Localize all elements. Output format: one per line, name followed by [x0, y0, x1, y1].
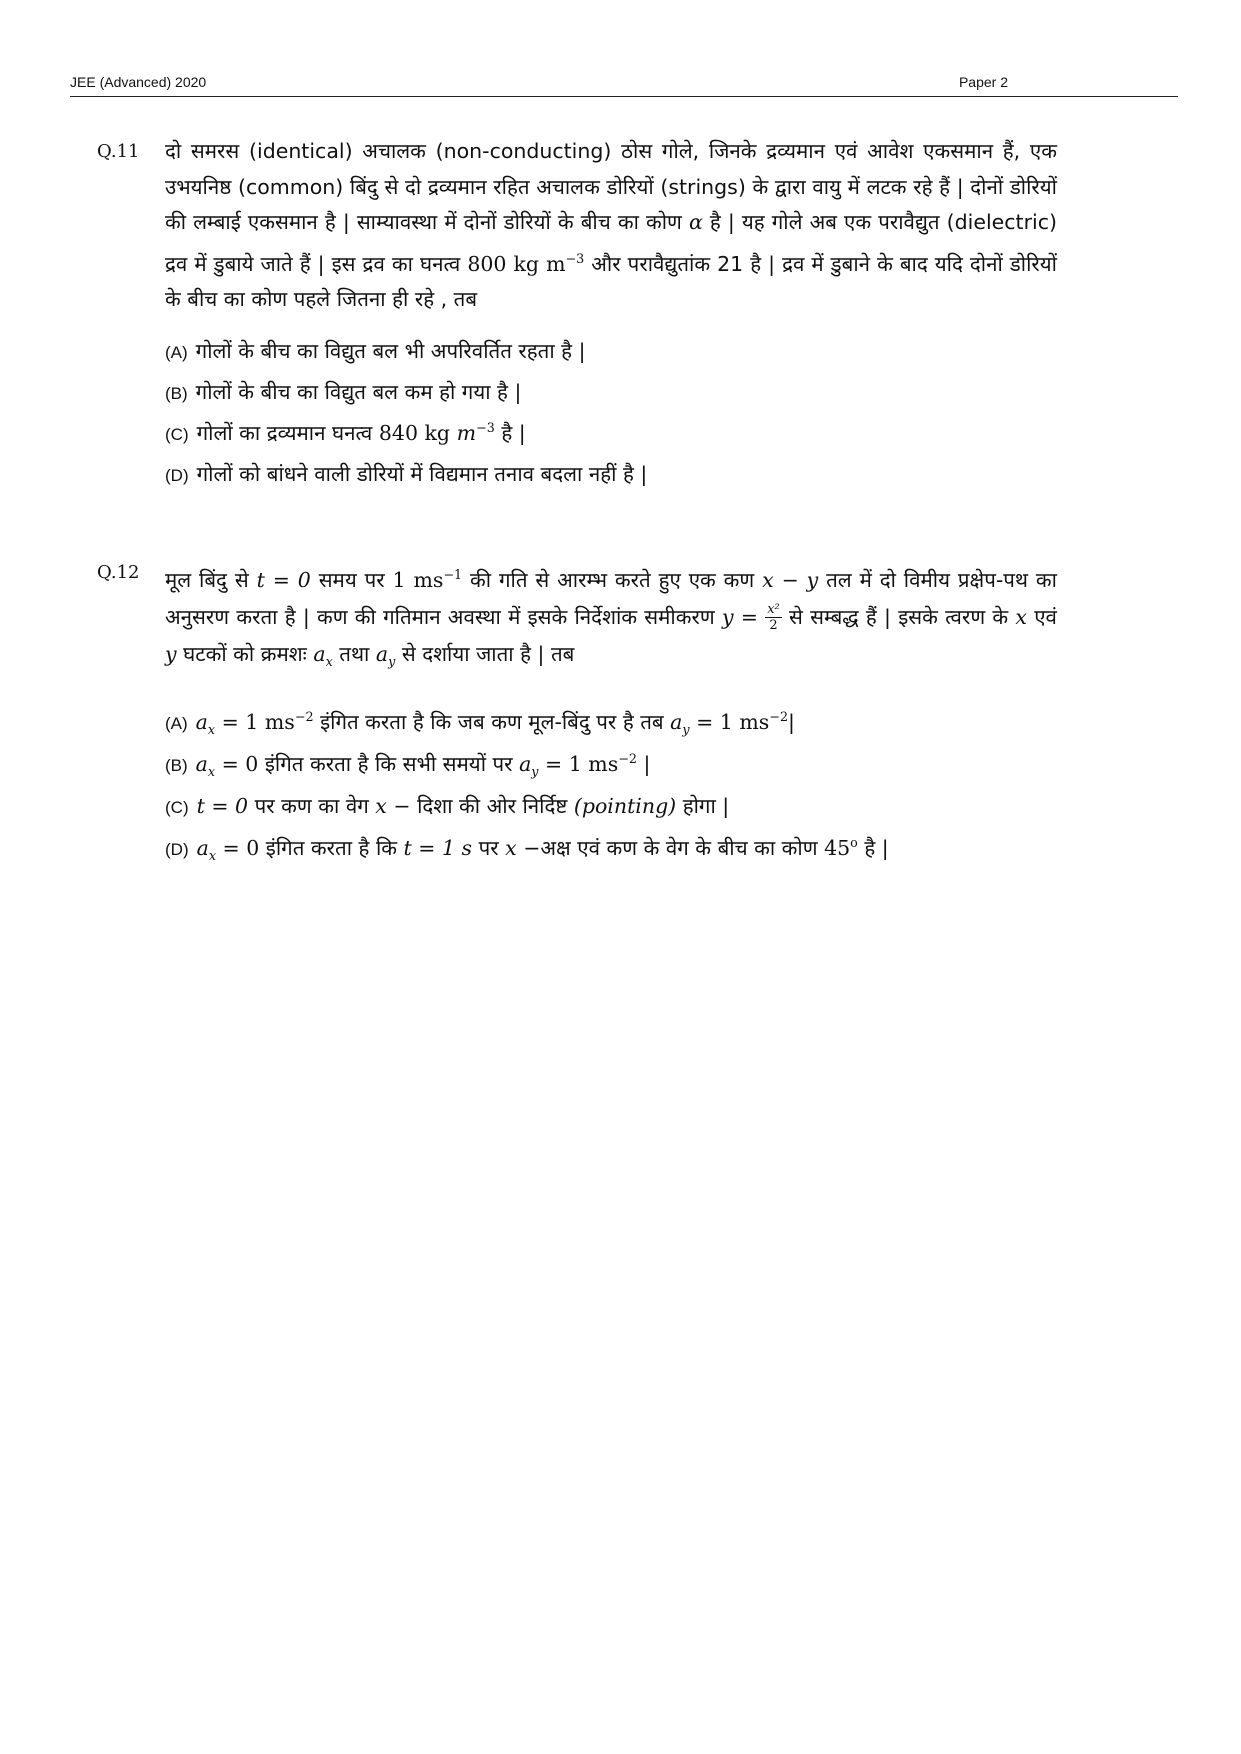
question-text: मूल बिंदु से t = 0 समय पर 1 $ms^{-1}$ की गति से आरम्भ करते हुए एक कण x − y तल में दो विमीय प्रक्षेप-पथ का अनुसरण करता है | कण की गतिमान अवस्था में इसके निर्देशांक समीकरण y = $\frac{\text{x²}}{2}$ से सम्बद्ध हैं | इसके त्वरण के x एवं y घटकों को क्रमशः $a_x$ तथा $a_y$ से दर्शाया जाता है | तब — [165, 567, 1057, 669]
option-a: (A) गोलों के बीच का विद्युत बल भी अपरिवर्तित रहता है | — [165, 339, 586, 363]
option-c: (C) गोलों का द्रव्यमान घनत्व 840 kg $m^{-3}$ है | — [165, 420, 526, 445]
question-number: Q.12 — [97, 562, 140, 583]
question-text: दो समरस (identical) अचालक (non-conducting) ठोस गोले, जिनके द्रव्यमान एवं आवेश एकसमान हैं, एक उभयनिष्ठ (common) बिंदु से दो द्रव्यमान रहित अचालक डोरियों (strings) के द्वारा वायु में लटक रहे हैं | दोनों डोरियों की लम्बाई एकसमान है | साम्यावस्था में दोनों डोरियों के बीच का कोण α है | यह गोले अब एक परावैद्युत (dielectric) द्रव में डुबाये जाते हैं | इस द्रव का घनत्व 800 kg $m^{-3}$ और परावैद्युतांक 21 है | द्रव में डुबाने के बाद यदि दोनों डोरियों के बीच का कोण पहले जितना ही रहे , तब — [165, 139, 1057, 311]
option-b: (B) $a_x = 0$ इंगित करता है कि सभी समयों पर $a_y = 1$ $ms^{-2}$ | — [165, 751, 651, 780]
option-c: (C) t = 0 पर कण का वेग x − दिशा की ओर निर्दिष्ट (pointing) होगा | — [165, 794, 730, 818]
page-header — [70, 70, 1178, 97]
alpha-symbol: α — [688, 210, 703, 234]
exam-title: JEE (Advanced) 2020 — [70, 74, 207, 90]
option-d: (D) गोलों को बांधने वाली डोरियों में विद्यमान तनाव बदला नहीं है | — [165, 462, 648, 486]
paper-label: Paper 2 — [958, 74, 1008, 90]
question-number: Q.11 — [97, 141, 140, 162]
option-b: (B) गोलों के बीच का विद्युत बल कम हो गया है | — [165, 380, 522, 404]
option-d: (D) $a_x = 0$ इंगित करता है कि t = 1 s पर x −अक्ष एवं कण के वेग के बीच का कोण 45$^o$ है | — [165, 835, 889, 864]
option-a: (A) $a_x = 1$ $ms^{-2}$ इंगित करता है कि जब कण मूल-बिंदु पर है तब $a_y = 1$ $ms^{-2}|$ — [165, 709, 795, 738]
fraction: $\frac{\text{x²}}{2}$ — [767, 602, 780, 634]
